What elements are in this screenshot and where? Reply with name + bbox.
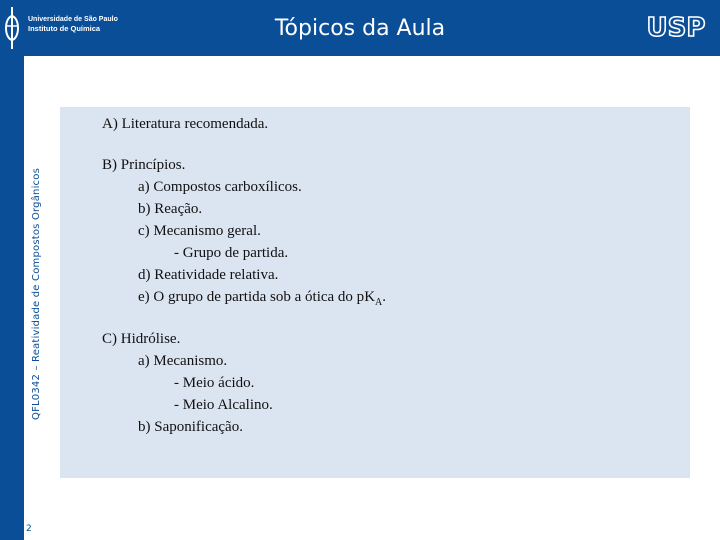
- content-panel: [60, 107, 690, 478]
- header-bar: [0, 0, 720, 56]
- list-item: - Meio Alcalino.: [174, 397, 273, 413]
- left-sidebar-bar: [0, 56, 24, 540]
- section-a-heading: A) Literatura recomendada.: [102, 116, 269, 132]
- list-item: b) Reação.: [138, 201, 203, 217]
- section-b-heading: B) Princípios.: [102, 157, 186, 173]
- list-item: - Meio ácido.: [174, 375, 255, 391]
- pka-k: K: [364, 289, 376, 305]
- list-item-pka: [138, 287, 386, 313]
- pka-suffix: .: [382, 289, 387, 305]
- list-item: a) Mecanismo.: [138, 353, 228, 369]
- course-label: QFL0342 – Reatividade de Compostos Orgânicos: [31, 168, 42, 420]
- usp-logo: [646, 12, 706, 42]
- usp-logo-text: USP: [646, 13, 706, 42]
- list-item: b) Saponificação.: [138, 419, 243, 435]
- institute-name: Instituto de Química: [28, 24, 101, 33]
- page-number: 2: [26, 524, 32, 534]
- list-item: - Grupo de partida.: [174, 245, 289, 261]
- university-name: Universidade de São Paulo: [28, 16, 118, 23]
- list-item: c) Mecanismo geral.: [138, 223, 261, 239]
- pka-subscript: A: [375, 297, 383, 308]
- university-emblem-icon: [2, 4, 22, 52]
- pka-text: e) O grupo de partida sob a ótica do p: [138, 289, 365, 305]
- institute-logo: [28, 15, 118, 39]
- list-item: a) Compostos carboxílicos.: [138, 179, 302, 195]
- page-title: Tópicos da Aula: [274, 16, 446, 41]
- list-item: d) Reatividade relativa.: [138, 267, 279, 283]
- section-c-heading: C) Hidrólise.: [102, 331, 181, 347]
